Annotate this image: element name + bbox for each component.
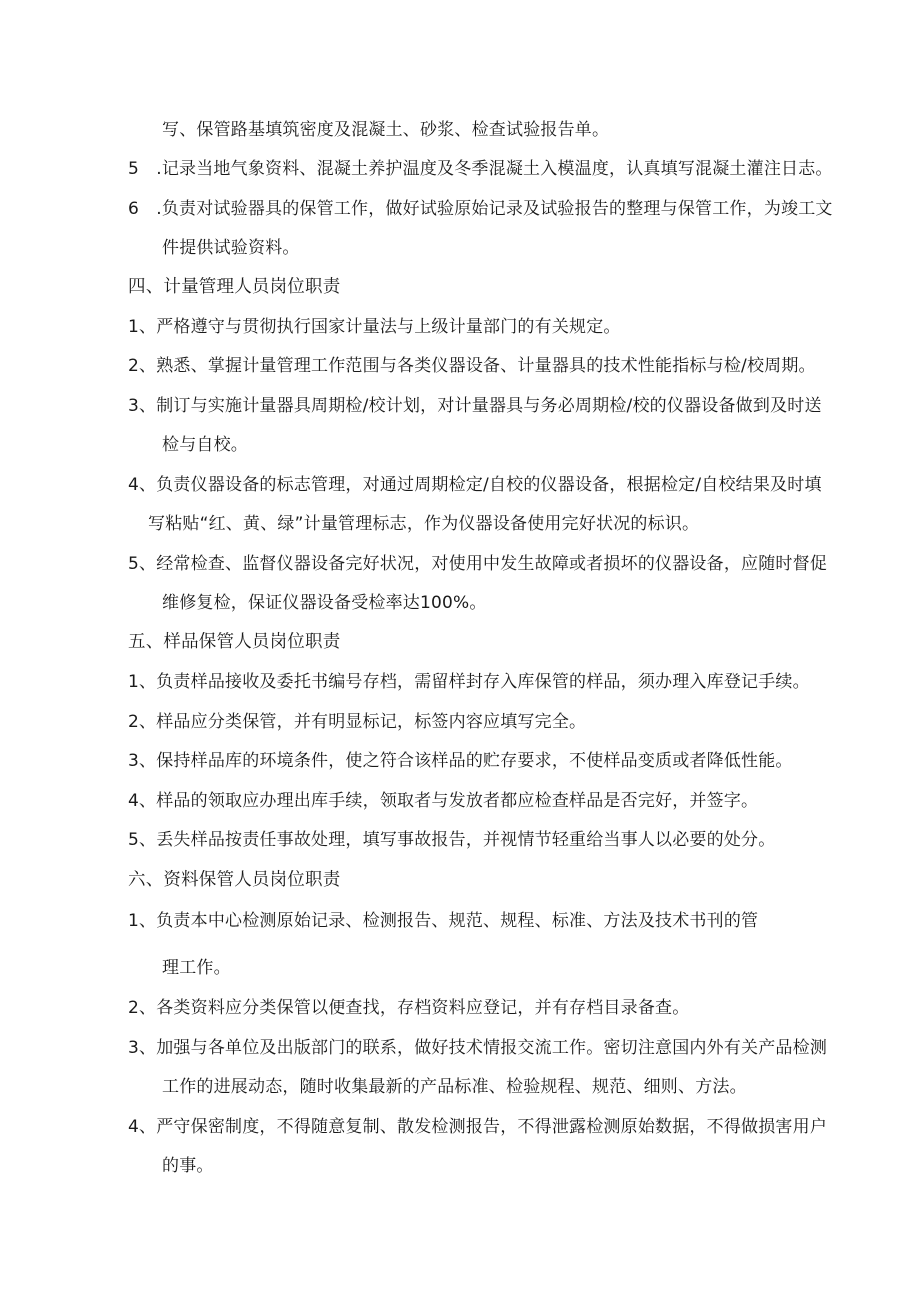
list-item: 1、负责样品接收及委托书编号存档，需留样封存入库保管的样品，须办理入库登记手续。 [128,672,810,692]
list-item: 3、制订与实施计量器具周期检/校计划，对计量器具与务必周期检/校的仪器设备做到及时送 [128,396,822,416]
list-item: 6 .负责对试验器具的保管工作，做好试验原始记录及试验报告的整理与保管工作，为竣工文 [128,199,833,219]
list-item: 2、熟悉、掌握计量管理工作范围与各类仪器设备、计量器具的技术性能指标与检/校周期。 [128,356,816,376]
list-item: 2、各类资料应分类保管以便查找，存档资料应登记，并有存档目录备查。 [128,998,690,1018]
list-item: 4、严守保密制度，不得随意复制、散发检测报告，不得泄露检测原始数据，不得做损害用户 [128,1117,828,1137]
list-item: 1、严格遵守与贯彻执行国家计量法与上级计量部门的有关规定。 [128,317,621,337]
list-item: 3、加强与各单位及出版部门的联系，做好技术情报交流工作。密切注意国内外有关产品检测 [128,1038,828,1058]
paragraph-continuation: 工作的进展动态，随时收集最新的产品标准、检验规程、规范、细则、方法。 [162,1077,747,1097]
paragraph-continuation: 理工作。 [162,958,231,978]
paragraph-continuation: 的事。 [162,1156,214,1176]
section-heading: 六、资料保管人员岗位职责 [128,870,341,890]
paragraph-continuation: 维修复检，保证仪器设备受检率达100%。 [162,593,487,613]
list-item: 5、经常检查、监督仪器设备完好状况，对使用中发生故障或者损坏的仪器设备，应随时督促 [128,554,828,574]
paragraph-continuation: 写粘贴“红、黄、绿”计量管理标志，作为仪器设备使用完好状况的标识。 [148,514,700,534]
paragraph-continuation: 检与自校。 [162,435,248,455]
list-item: 1、负责本中心检测原始记录、检测报告、规范、规程、标准、方法及技术书刊的管 [128,911,759,931]
list-item: 4、负责仪器设备的标志管理，对通过周期检定/自校的仪器设备，根据检定/自校结果及时填 [128,475,822,495]
list-item: 2、样品应分类保管，并有明显标记，标签内容应填写完全。 [128,712,587,732]
section-heading: 五、样品保管人员岗位职责 [128,632,341,652]
list-item: 5 .记录当地气象资料、混凝土养护温度及冬季混凝土入模温度，认真填写混凝土灌注日志。 [128,159,833,179]
paragraph-continuation: 写、保管路基填筑密度及混凝土、砂浆、检查试验报告单。 [162,120,610,140]
section-heading: 四、计量管理人员岗位职责 [128,277,341,297]
list-item: 5、丢失样品按责任事故处理，填写事故报告，并视情节轻重给当事人以必要的处分。 [128,830,776,850]
list-item: 4、样品的领取应办理出库手续，领取者与发放者都应检查样品是否完好，并签字。 [128,791,759,811]
list-item: 3、保持样品库的环境条件，使之符合该样品的贮存要求，不使样品变质或者降低性能。 [128,751,793,771]
paragraph-continuation: 件提供试验资料。 [162,238,300,258]
